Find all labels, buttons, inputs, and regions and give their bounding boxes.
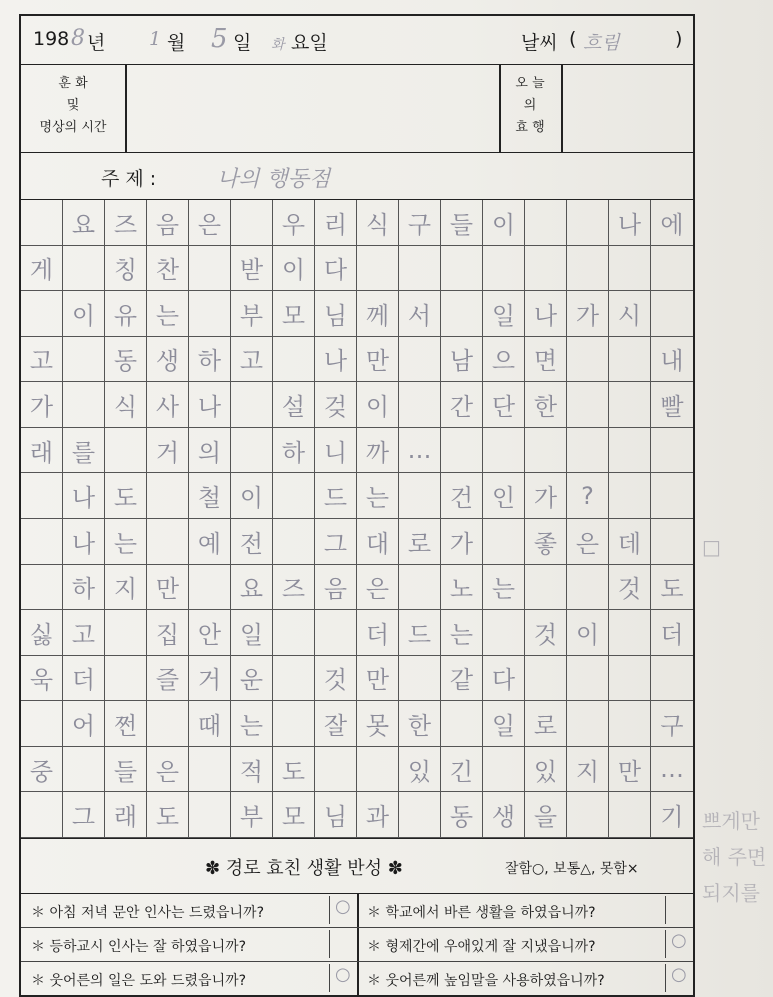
grid-cell: 좋 (525, 519, 567, 565)
grid-cell (273, 610, 315, 656)
year-suffix: 년 (87, 32, 106, 54)
grid-cell (21, 792, 63, 838)
grid-cell: 즈 (105, 200, 147, 246)
meditation-label: 훈 화 및 명상의 시간 (39, 76, 107, 135)
month-handwritten: 1 (149, 28, 162, 50)
grid-cell (273, 337, 315, 383)
grid-cell: 은 (147, 747, 189, 793)
grid-cell (231, 382, 273, 428)
grid-cell: 들 (105, 747, 147, 793)
review-row (21, 928, 693, 962)
grid-cell: 쩐 (105, 701, 147, 747)
grid-cell: 그 (315, 519, 357, 565)
grid-cell: 고 (63, 610, 105, 656)
grid-cell: 예 (189, 519, 231, 565)
grid-cell (189, 747, 231, 793)
grid-cell: 하 (63, 565, 105, 611)
grid-cell: 생 (483, 792, 525, 838)
grid-cell: 는 (483, 565, 525, 611)
grid-cell: 설 (273, 382, 315, 428)
grid-cell (189, 792, 231, 838)
grid-cell (231, 200, 273, 246)
grid-cell: 는 (105, 519, 147, 565)
answer-box (329, 896, 355, 924)
grid-cell (483, 428, 525, 474)
review-question: ＊ 아침 저녁 문안 인사는 드렸읍니까? (31, 905, 265, 921)
grid-cell (441, 291, 483, 337)
grid-cell: 서 (399, 291, 441, 337)
grid-cell: 대 (357, 519, 399, 565)
review-legend: 잘함○, 보통△, 못함× (505, 861, 639, 877)
grid-cell (63, 246, 105, 292)
grid-cell (609, 337, 651, 383)
grid-cell (609, 610, 651, 656)
grid-cell (63, 337, 105, 383)
answer-box (329, 930, 355, 958)
month-label: 월 (167, 32, 186, 54)
grid-cell (651, 473, 693, 519)
grid-cell: 것 (609, 565, 651, 611)
grid-cell: 더 (651, 610, 693, 656)
grid-cell: 님 (315, 792, 357, 838)
grid-cell: … (651, 747, 693, 793)
grid-cell: 고 (231, 337, 273, 383)
grid-cell (651, 291, 693, 337)
review-question: ＊ 등하교시 인사는 잘 하였읍니까? (31, 939, 247, 955)
answer-box (329, 964, 355, 992)
grid-cell: 이 (357, 382, 399, 428)
review-title: ✽ 경로 효친 생활 반성 ✽ (205, 858, 403, 879)
grid-cell: 부 (231, 792, 273, 838)
weather-open-paren: ( (569, 28, 577, 50)
grid-cell: 구 (651, 701, 693, 747)
grid-cell: 도 (651, 565, 693, 611)
grid-cell: 나 (315, 337, 357, 383)
grid-cell: 있 (399, 747, 441, 793)
grid-cell (441, 246, 483, 292)
grid-cell: 즐 (147, 656, 189, 702)
grid-cell (609, 382, 651, 428)
grid-cell: 집 (147, 610, 189, 656)
grid-cell: … (399, 428, 441, 474)
grid-cell (21, 701, 63, 747)
grid-cell: 기 (651, 792, 693, 838)
grid-cell (525, 656, 567, 702)
grid-cell (525, 246, 567, 292)
grid-cell (21, 473, 63, 519)
date-header (21, 16, 693, 65)
review-table (21, 894, 693, 997)
review-question: ＊ 웃어른께 높임말을 사용하였읍니까? (367, 973, 605, 989)
grid-cell: 로 (399, 519, 441, 565)
grid-cell: 는 (147, 291, 189, 337)
grid-cell: 간 (441, 382, 483, 428)
grid-cell: 고 (21, 337, 63, 383)
grid-cell: 는 (357, 473, 399, 519)
grid-cell: 있 (525, 747, 567, 793)
grid-cell (189, 246, 231, 292)
grid-cell (567, 200, 609, 246)
grid-cell (189, 291, 231, 337)
grid-cell: 모 (273, 792, 315, 838)
grid-cell: 중 (21, 747, 63, 793)
margin-note: 해 주면 (702, 845, 767, 869)
grid-cell: 은 (567, 519, 609, 565)
grid-cell: 유 (105, 291, 147, 337)
grid-cell: 나 (609, 200, 651, 246)
diary-sheet (19, 14, 695, 997)
review-question: ＊ 웃어른의 일은 도와 드렸읍니까? (31, 973, 247, 989)
divider (561, 65, 563, 153)
grid-cell: 면 (525, 337, 567, 383)
grid-cell: 로 (525, 701, 567, 747)
grid-cell: 께 (357, 291, 399, 337)
grid-cell: 이 (273, 246, 315, 292)
grid-cell: 겆 (315, 382, 357, 428)
grid-cell (231, 428, 273, 474)
grid-cell: 빨 (651, 382, 693, 428)
grid-cell (105, 610, 147, 656)
margin-note: 되지를 (702, 881, 760, 905)
grid-cell: 찬 (147, 246, 189, 292)
grid-cell (567, 337, 609, 383)
meditation-row (21, 65, 693, 153)
review-question: ＊ 학교에서 바른 생활을 하였읍니까? (367, 905, 596, 921)
grid-cell: 하 (189, 337, 231, 383)
margin-note: □ (702, 535, 721, 559)
grid-cell: 거 (189, 656, 231, 702)
grid-cell: 노 (441, 565, 483, 611)
grid-cell (483, 610, 525, 656)
grid-cell (315, 747, 357, 793)
answer-box (665, 930, 691, 958)
grid-cell (609, 473, 651, 519)
grid-cell (399, 656, 441, 702)
divider (125, 65, 127, 153)
grid-cell (399, 382, 441, 428)
grid-cell: 만 (357, 656, 399, 702)
grid-cell: 게 (21, 246, 63, 292)
grid-cell (525, 565, 567, 611)
grid-cell: 우 (273, 200, 315, 246)
grid-cell (21, 200, 63, 246)
grid-cell (567, 792, 609, 838)
year-handwritten: 8 (71, 26, 85, 51)
grid-cell: 가 (441, 519, 483, 565)
grid-cell: 을 (525, 792, 567, 838)
weekday-label: 요일 (291, 32, 328, 54)
grid-cell (609, 246, 651, 292)
grid-cell: 부 (231, 291, 273, 337)
answer-mark: ○ (335, 964, 351, 985)
grid-cell (21, 565, 63, 611)
topic-row (21, 153, 693, 200)
grid-cell (357, 246, 399, 292)
grid-cell (609, 792, 651, 838)
grid-cell: 가 (567, 291, 609, 337)
grid-cell: 요 (231, 565, 273, 611)
grid-cell: ? (567, 473, 609, 519)
grid-cell (609, 428, 651, 474)
answer-mark: ○ (335, 896, 351, 917)
grid-cell: 은 (357, 565, 399, 611)
grid-cell (525, 200, 567, 246)
review-header (21, 838, 693, 894)
grid-cell (273, 656, 315, 702)
grid-cell (567, 656, 609, 702)
grid-cell: 지 (105, 565, 147, 611)
grid-cell (483, 747, 525, 793)
grid-cell (651, 246, 693, 292)
grid-cell (105, 656, 147, 702)
review-row (21, 962, 693, 996)
grid-cell: 래 (105, 792, 147, 838)
weekday-handwritten: 화 (271, 37, 285, 53)
grid-cell: 싫 (21, 610, 63, 656)
grid-cell: 다 (315, 246, 357, 292)
grid-cell: 드 (315, 473, 357, 519)
grid-cell: 님 (315, 291, 357, 337)
grid-cell: 즈 (273, 565, 315, 611)
grid-cell: 단 (483, 382, 525, 428)
grid-cell: 가 (525, 473, 567, 519)
grid-cell: 전 (231, 519, 273, 565)
grid-cell: 는 (441, 610, 483, 656)
grid-cell: 니 (315, 428, 357, 474)
grid-cell: 이 (231, 473, 273, 519)
grid-cell: 나 (63, 473, 105, 519)
grid-cell: 긴 (441, 747, 483, 793)
grid-cell (357, 747, 399, 793)
filial-act-label: 오 늘 의 효 행 (515, 76, 545, 135)
grid-cell: 식 (357, 200, 399, 246)
margin-note: 쁘게만 (702, 809, 760, 833)
grid-cell (105, 428, 147, 474)
grid-cell (483, 519, 525, 565)
weather-label: 날씨 (521, 32, 558, 54)
grid-cell (147, 701, 189, 747)
grid-cell (441, 428, 483, 474)
grid-cell (189, 565, 231, 611)
review-row (21, 894, 693, 928)
grid-cell: 운 (231, 656, 273, 702)
answer-mark: ○ (671, 930, 687, 951)
grid-cell: 한 (525, 382, 567, 428)
grid-cell (651, 428, 693, 474)
grid-cell: 어 (63, 701, 105, 747)
grid-cell: 사 (147, 382, 189, 428)
grid-cell: 다 (483, 656, 525, 702)
grid-cell (525, 428, 567, 474)
grid-cell: 이 (567, 610, 609, 656)
grid-cell (483, 246, 525, 292)
grid-cell: 으 (483, 337, 525, 383)
grid-cell: 이 (483, 200, 525, 246)
grid-cell: 동 (105, 337, 147, 383)
grid-cell: 도 (273, 747, 315, 793)
grid-cell (651, 519, 693, 565)
grid-cell: 것 (525, 610, 567, 656)
grid-cell: 이 (63, 291, 105, 337)
answer-mark: ○ (671, 964, 687, 985)
grid-cell: 받 (231, 246, 273, 292)
grid-cell: 까 (357, 428, 399, 474)
grid-cell: 일 (231, 610, 273, 656)
grid-cell: 음 (315, 565, 357, 611)
grid-cell: 만 (357, 337, 399, 383)
grid-cell: 같 (441, 656, 483, 702)
grid-cell: 들 (441, 200, 483, 246)
grid-cell: 거 (147, 428, 189, 474)
grid-cell: 못 (357, 701, 399, 747)
grid-cell (63, 382, 105, 428)
grid-cell: 도 (147, 792, 189, 838)
grid-cell: 요 (63, 200, 105, 246)
weather-close-paren: ) (675, 28, 683, 50)
grid-cell (567, 565, 609, 611)
grid-cell (273, 473, 315, 519)
grid-cell: 일 (483, 291, 525, 337)
grid-cell (273, 519, 315, 565)
grid-cell (63, 747, 105, 793)
grid-cell: 하 (273, 428, 315, 474)
grid-cell (21, 519, 63, 565)
grid-cell: 리 (315, 200, 357, 246)
grid-cell (399, 246, 441, 292)
topic-label: 주 제 : (101, 168, 157, 190)
grid-cell: 나 (525, 291, 567, 337)
grid-cell (399, 565, 441, 611)
grid-cell: 은 (189, 200, 231, 246)
grid-cell (273, 701, 315, 747)
grid-cell (567, 428, 609, 474)
grid-cell: 인 (483, 473, 525, 519)
grid-cell: 나 (63, 519, 105, 565)
grid-cell: 모 (273, 291, 315, 337)
grid-cell: 만 (147, 565, 189, 611)
answer-box (665, 896, 691, 924)
grid-cell: 를 (63, 428, 105, 474)
grid-cell: 안 (189, 610, 231, 656)
grid-cell (399, 473, 441, 519)
grid-cell: 만 (609, 747, 651, 793)
grid-cell: 에 (651, 200, 693, 246)
grid-cell (567, 246, 609, 292)
grid-cell (567, 701, 609, 747)
grid-cell (609, 656, 651, 702)
grid-cell (567, 382, 609, 428)
grid-cell: 건 (441, 473, 483, 519)
grid-cell (315, 610, 357, 656)
grid-cell: 도 (105, 473, 147, 519)
grid-cell: 칭 (105, 246, 147, 292)
grid-cell (609, 701, 651, 747)
weather-handwritten: 흐림 (583, 32, 620, 54)
grid-cell: 음 (147, 200, 189, 246)
grid-cell: 그 (63, 792, 105, 838)
grid-cell: 때 (189, 701, 231, 747)
grid-cell: 한 (399, 701, 441, 747)
grid-cell: 과 (357, 792, 399, 838)
grid-cell: 드 (399, 610, 441, 656)
grid-cell: 것 (315, 656, 357, 702)
topic-handwritten: 나의 행동점 (217, 167, 331, 192)
grid-cell (441, 701, 483, 747)
grid-cell (651, 656, 693, 702)
grid-cell (399, 337, 441, 383)
grid-cell: 잘 (315, 701, 357, 747)
grid-cell: 욱 (21, 656, 63, 702)
grid-cell (147, 473, 189, 519)
grid-cell: 내 (651, 337, 693, 383)
grid-cell: 는 (231, 701, 273, 747)
day-handwritten: 5 (211, 24, 228, 54)
grid-cell: 나 (189, 382, 231, 428)
grid-cell (21, 291, 63, 337)
grid-cell: 식 (105, 382, 147, 428)
grid-cell: 시 (609, 291, 651, 337)
grid-cell (399, 792, 441, 838)
grid-cell: 남 (441, 337, 483, 383)
grid-cell: 더 (63, 656, 105, 702)
day-label: 일 (233, 32, 252, 54)
grid-cell: 구 (399, 200, 441, 246)
grid-cell: 적 (231, 747, 273, 793)
grid-cell (147, 519, 189, 565)
diary-grid (21, 200, 693, 838)
grid-cell: 생 (147, 337, 189, 383)
review-question: ＊ 형제간에 우애있게 잘 지냈읍니까? (367, 939, 596, 955)
year-label: 198 (33, 28, 70, 50)
grid-cell: 가 (21, 382, 63, 428)
answer-box (665, 964, 691, 992)
grid-cell: 의 (189, 428, 231, 474)
grid-cell: 동 (441, 792, 483, 838)
grid-cell: 철 (189, 473, 231, 519)
grid-cell: 더 (357, 610, 399, 656)
grid-cell: 일 (483, 701, 525, 747)
grid-cell: 지 (567, 747, 609, 793)
grid-cell: 래 (21, 428, 63, 474)
grid-cell: 데 (609, 519, 651, 565)
